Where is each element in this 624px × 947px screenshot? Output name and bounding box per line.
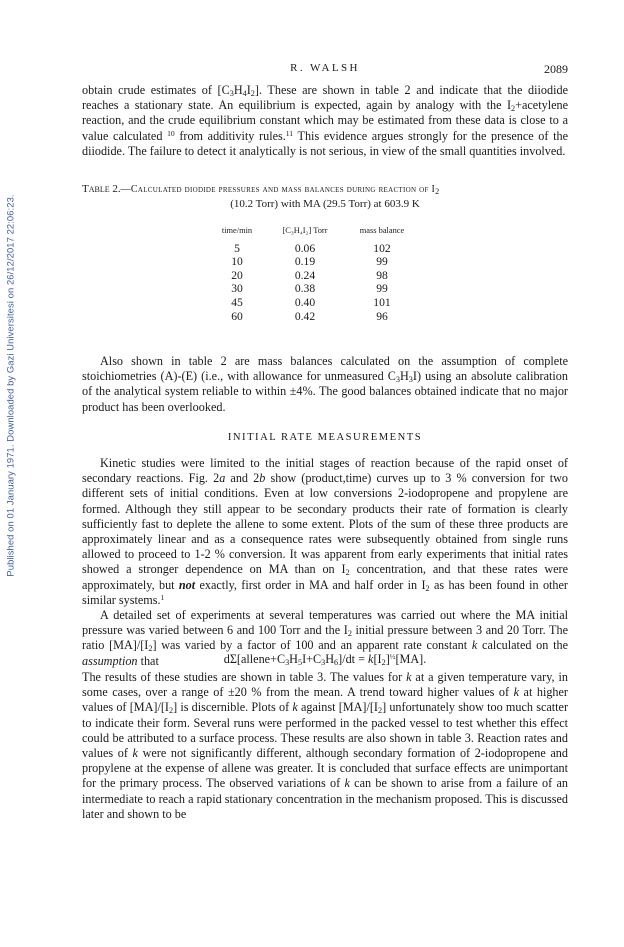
paragraph-mass-balance: Also shown in table 2 are mass balances calculated on the assumption of complete stoichiometries (A)-(E) (i.e., with allowance for unmeasured $C_3H_3I$) using an absolute calibration of the analytical system reliable to within ±4%. The good balances obtained indicate that no major product has been overlooked.	[82, 354, 568, 414]
table-conditions: (10.2 Torr) with MA (29.5 Torr) at 603.9 K	[230, 198, 420, 210]
header-author: R. WALSH	[290, 62, 360, 74]
page-number: 2089	[544, 62, 568, 76]
table-caption: Table 2.—Calculated diodide pressures and mass balances during reaction of $I_2$ (10.2 Torr) with MA (29.5 Torr) at 603.9 K	[82, 182, 568, 211]
table-header-row	[208, 224, 420, 242]
paragraph-diiodide: obtain crude estimates of $[C_3H_4I_2]$. These are shown in table 2 and indicate that the diiodide reaches a stationary state. An equilibrium is expected, again by analogy with the $I_2+acetylene$ reaction, and the crude equilibrium constant which may be estimated from these data is close to a value calculated $^{10}$ from additivity rules.$^{11}$ This evidence argues strongly for the presence of the diiodide. The failure to detect it analytically is not serious, in view of the small quantities involved.	[82, 83, 568, 158]
column-header: mass balance	[359, 226, 405, 235]
paragraph-kinetic-studies: Kinetic studies were limited to the initial stages of reaction because of the rapid onset of secondary reactions. Fig. 2a and 2b show (product,time) curves up to 3 % conversion for two different sets of initial conditions. Even at low conversions 2-iodopropene and propylene are formed. Although they still appear to be secondary products their rate of formation is clearly sufficiently fast to deplete the allene to some extent. Plots of the sum of these three products are approximately linear and as a consequence rates were subsequently obtained from single runs allowed to proceed to 1-2 % conversion. It was apparent from early experiments that initial rates showed a stronger dependence on MA than on $I_2$ concentration, and that these rates were approximately, but not exactly, first order in MA and half order in $I_2$ as has been found in other similar systems.$^1$ A detailed set of experiments at several temperatures was carried out where the MA initial pressure was varied between 6 and 100 Torr and the $I_2$ initial pressure between 3 and 20 Torr. The ratio $[MA]/[I_2]$ was varied by a factor of 100 and an apparent rate constant k calculated on the assumption that	[82, 456, 569, 668]
citation-ref: 10	[167, 128, 175, 138]
publication-sidebar-stamp	[2, 190, 18, 580]
data-table	[208, 224, 420, 323]
table-row: 20 0.24 98	[231, 268, 388, 282]
rate-equation: $d\Sigma[allene+C_3H_5I+C_3H_6]/dt = k[I_2]^{\frac{1}{2}}[MA]$.	[223, 652, 427, 667]
running-header	[82, 62, 568, 78]
table-title: —Calculated diodide pressures and mass balances during reaction of I	[120, 184, 436, 195]
section-heading: INITIAL RATE MEASUREMENTS	[227, 432, 423, 443]
table-row: 45 0.40 101	[231, 295, 391, 309]
table-row: 30 0.38 99	[231, 282, 388, 296]
sidebar-text: Published on 01 January 1971. Downloaded by Gazi Universitesi on 26/12/2017 22:06:23.	[4, 193, 16, 577]
paragraph-results: The results of these studies are shown in table 3. The values for k at a given temperature vary, in some cases, over a range of ±20 % from the mean. A trend toward higher values of k at higher values of $[MA]/[I_2]$ is discernible. Plots of k against $[MA]/[I_2]$ unfortunately show too much scatter to indicate their form. Several runs were performed in the packed vessel to test whether this effect could be attributed to a surface process. These results are also shown in table 3. Reaction rates and values of k were not significantly different, although secondary formation of 2-iodopropene and propylene at the expense of allene was greater. It is concluded that surface effects are unimportant for the primary process. The observed variations of k can be shown to arise from a failure of an intermediate to reach a rapid stationary concentration in the mechanism proposed. This is discussed later and shown to be	[82, 670, 568, 821]
citation-ref: 11	[285, 128, 294, 138]
column-header: [C₃H₄I₂] Torr	[282, 226, 328, 235]
table-row: 10 0.19 99	[231, 255, 388, 269]
citation-ref: 1	[160, 592, 165, 602]
paragraph-detailed-experiments: A detailed set of experiments at several temperatures was carried out where the MA initial pressure was varied between 6 and 100 Torr and the $I_2$ initial pressure between 3 and 20 Torr. The ratio $[MA]/[I_2]$ was varied by a factor of 100 and an apparent rate constant k calculated on the assumption that	[82, 608, 568, 668]
table-row: 5 0.06 102	[234, 241, 391, 255]
table-label: Table 2.	[82, 183, 121, 195]
column-header: time/min	[221, 226, 253, 235]
table-row: 60 0.42 96	[231, 309, 388, 323]
